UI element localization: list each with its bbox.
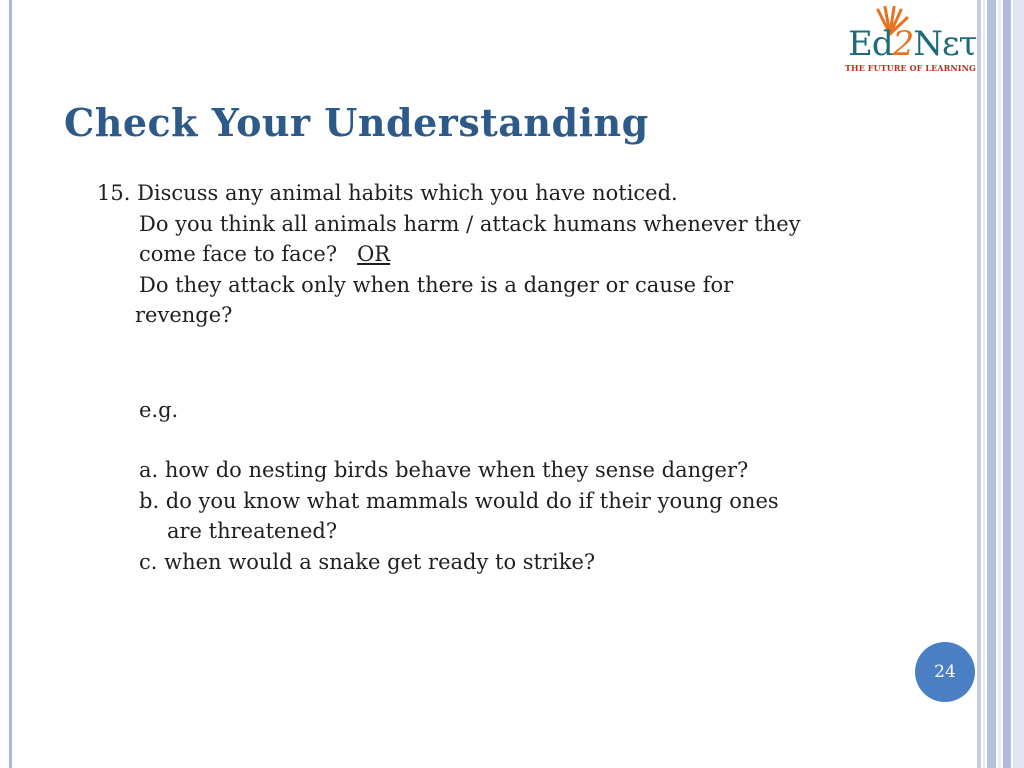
right-decorative-bar xyxy=(1003,0,1011,768)
right-decorative-bar xyxy=(983,0,985,768)
or-connector: OR xyxy=(357,242,391,266)
right-decorative-bar xyxy=(977,0,981,768)
slide-number-badge: 24 xyxy=(915,642,975,702)
right-decorative-bar xyxy=(987,0,996,768)
question-line-2: Do you think all animals harm / attack humans whenever they xyxy=(139,212,801,236)
question-line-1 xyxy=(97,179,678,207)
left-decorative-rule xyxy=(9,0,12,768)
question-line-4: Do they attack only when there is a danger or cause for xyxy=(139,273,734,297)
question-line-5: revenge? xyxy=(135,303,233,327)
right-decorative-bar xyxy=(1013,0,1024,768)
question-text: Discuss any animal habits which you have noticed. xyxy=(137,181,678,205)
logo-wordmark: Ed2Nετ xyxy=(848,24,977,64)
question-line-3-text: come face to face? xyxy=(139,242,338,266)
examples-label: e.g. xyxy=(139,398,179,422)
question-line-3 xyxy=(139,240,390,268)
example-item-b: b. do you know what mammals would do if their young ones xyxy=(139,489,779,513)
logo-tagline: THE FUTURE OF LEARNING xyxy=(845,63,976,73)
right-decorative-bar xyxy=(998,0,1001,768)
example-item-c: c. when would a snake get ready to strike? xyxy=(139,550,596,574)
example-item-b-continued: are threatened? xyxy=(167,519,338,543)
question-number: 15. xyxy=(97,181,131,205)
slide-title: Check Your Understanding xyxy=(64,100,649,145)
ed2net-logo xyxy=(842,6,977,78)
example-item-a: a. how do nesting birds behave when they sense danger? xyxy=(139,458,749,482)
